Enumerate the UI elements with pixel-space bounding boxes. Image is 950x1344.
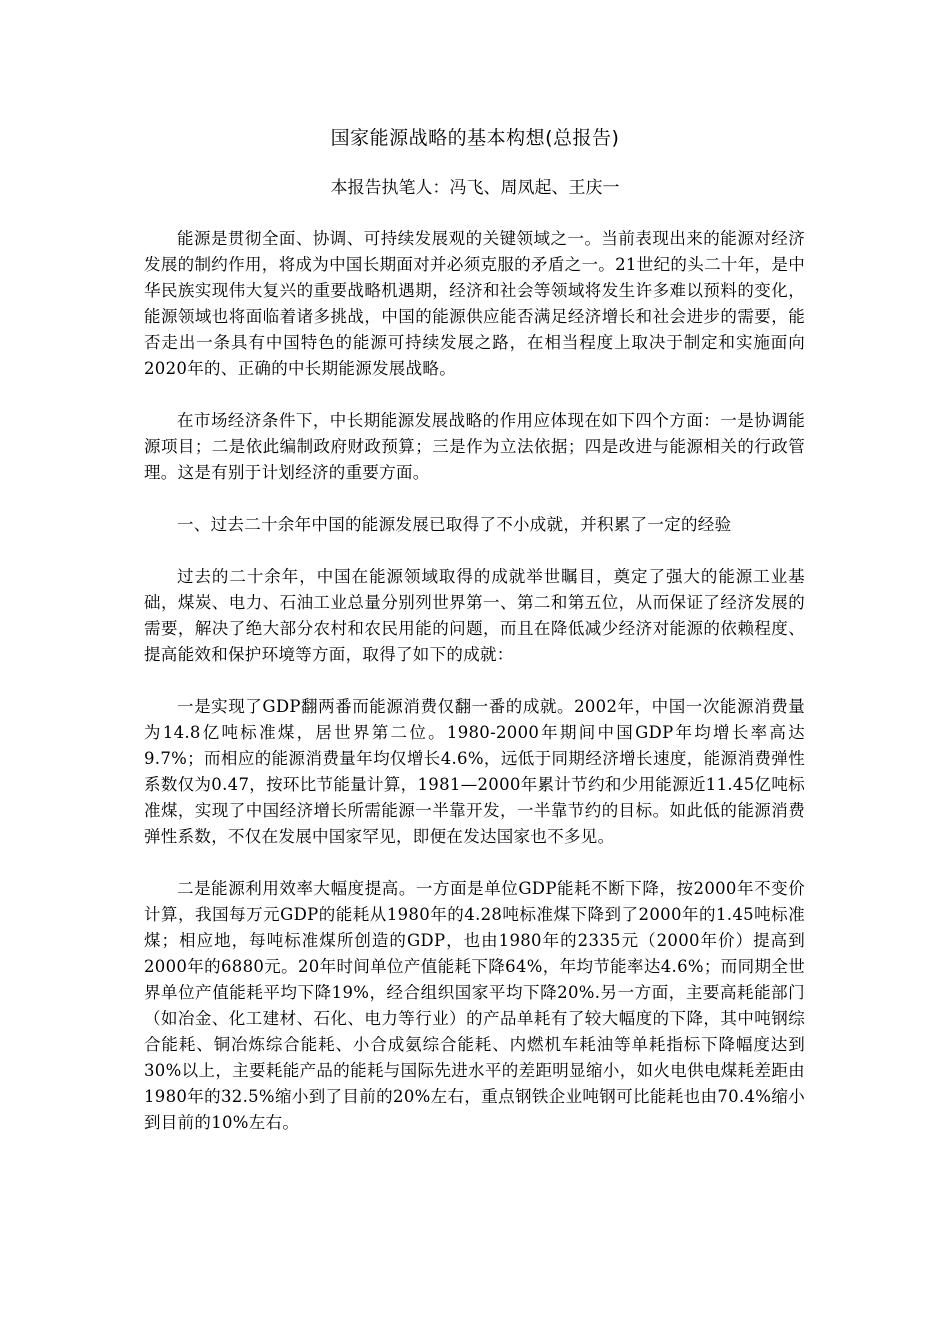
paragraph-efficiency: 二是能源利用效率大幅度提高。一方面是单位GDP能耗不断下降，按2000年不变价计算，我国每万元GDP的能耗从1980年的4.28吨标准煤下降到了2000年的1.45吨标准煤；相应地，每吨标准煤所创造的GDP，也由1980年的2335元（2000年价）提高到2000年的6880元。20年时间单位产值能耗下降64%，年均节能率达4.6%；而同期全世界单位产值能耗平均下降19%，经合组织国家平均下降20%.另一方面，主要高耗能部门（如冶金、化工建材、石化、电力等行业）的产品单耗有了较大幅度的下降，其中吨钢综合能耗、铜冶炼综合能耗、小合成氨综合能耗、内燃机车耗油等单耗指标下降幅度达到30%以上，主要耗能产品的能耗与国际先进水平的差距明显缩小，如火电供电煤耗差距由1980年的32.5%缩小到了目前的20%左右，重点钢铁企业吨钢可比能耗也由70.4%缩小到目前的10%左右。 xyxy=(144,879,805,1132)
section-heading-achievements: 一、过去二十余年中国的能源发展已取得了不小成就，并积累了一定的经验 xyxy=(177,515,732,534)
author-line: 本报告执笔人：冯飞、周凤起、王庆一 xyxy=(330,178,620,198)
paragraph-market-role: 在市场经济条件下，中长期能源发展战略的作用应体现在如下四个方面：一是协调能源项目；二是依此编制政府财政预算；三是作为立法依据；四是改进与能源相关的行政管理。这是有别于计划经济的重要方面。 xyxy=(144,411,805,482)
paragraph-gdp-energy: 一是实现了GDP翻两番而能源消费仅翻一番的成就。2002年，中国一次能源消费量为14.8亿吨标准煤，居世界第二位。1980-2000年期间中国GDP年均增长率高达9.7%；而相应的能源消费量年均仅增长4.6%，远低于同期经济增长速度，能源消费弹性系数仅为0.47，按环比节能量计算，1981—2000年累计节约和少用能源近11.45亿吨标准煤，实现了中国经济增长所需能源一半靠开发，一半靠节约的目标。如此低的能源消费弹性系数，不仅在发展中国家罕见，即便在发达国家也不多见。 xyxy=(144,697,805,846)
document-body xyxy=(144,226,805,1162)
paragraph-intro: 能源是贯彻全面、协调、可持续发展观的关键领域之一。当前表现出来的能源对经济发展的制约作用，将成为中国长期面对并必须克服的矛盾之一。21世纪的头二十年，是中华民族实现伟大复兴的重要战略机遇期，经济和社会等领域将发生许多难以预料的变化，能源领域也将面临着诸多挑战，中国的能源供应能否满足经济增长和社会进步的需要，能否走出一条具有中国特色的能源可持续发展之路，在相当程度上取决于制定和实施面向2020年的、正确的中长期能源发展战略。 xyxy=(144,229,805,378)
document-title: 国家能源战略的基本构想(总报告) xyxy=(330,127,620,149)
paragraph-achievements-overview: 过去的二十余年，中国在能源领域取得的成就举世瞩目，奠定了强大的能源工业基础，煤炭、电力、石油工业总量分别列世界第一、第二和第五位，从而保证了经济发展的需要，解决了绝大部分农村和农民用能的问题，而且在降低减少经济对能源的依赖程度、提高能效和保护环境等方面，取得了如下的成就： xyxy=(144,567,805,664)
